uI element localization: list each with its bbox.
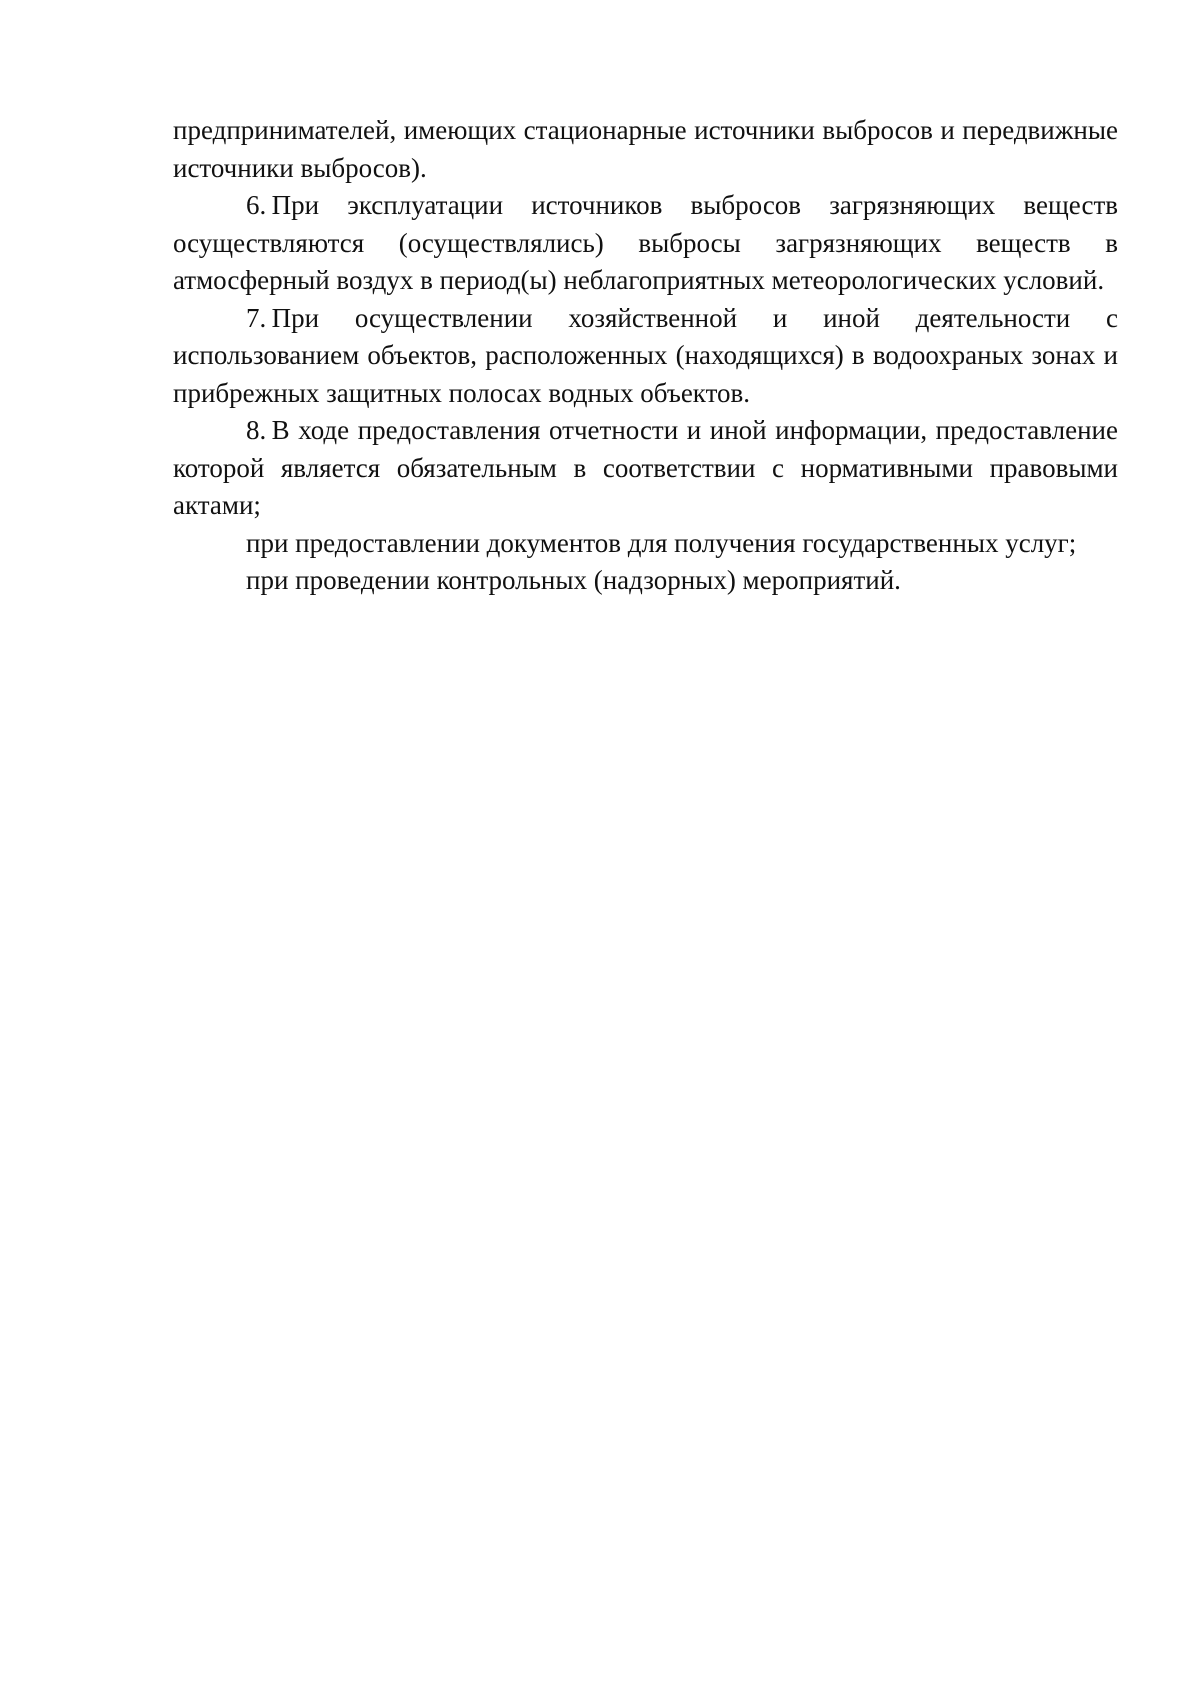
paragraph-text: При осуществлении хозяйственной и иной деятельности с использованием объектов, расположенных (находящихся) в водоохраных зонах и прибрежных защитных полосах водных объектов. <box>173 302 1118 408</box>
paragraph-text: При эксплуатации источников выбросов загрязняющих веществ осуществляются (осуществлялись) выбросы загрязняющих веществ в атмосферный воздух в период(ы) неблагоприятных метеорологических условий. <box>173 190 1118 295</box>
paragraph-text: В ходе предоставления отчетности и иной информации, предоставление которой является обязательным в соответствии с нормативными правовыми актами; <box>173 415 1118 520</box>
paragraph-text: при проведении контрольных (надзорных) мероприятий. <box>246 565 901 595</box>
paragraph-text: при предоставлении документов для получения государственных услуг; <box>246 527 1077 558</box>
paragraph-item-7 <box>173 300 1118 413</box>
paragraph-subitem-inspections <box>173 562 1118 600</box>
paragraph-continuation <box>173 112 1118 187</box>
paragraph-item-6 <box>173 187 1118 300</box>
paragraph-number: 6. <box>246 190 267 220</box>
document-body <box>173 112 1118 600</box>
paragraph-number: 7. <box>246 302 267 333</box>
paragraph-text: предпринимателей, имеющих стационарные источники выбросов и передвижные источники выбросов). <box>173 115 1118 183</box>
paragraph-item-8 <box>173 412 1118 525</box>
paragraph-subitem-services <box>173 525 1118 563</box>
paragraph-number: 8. <box>246 415 267 445</box>
